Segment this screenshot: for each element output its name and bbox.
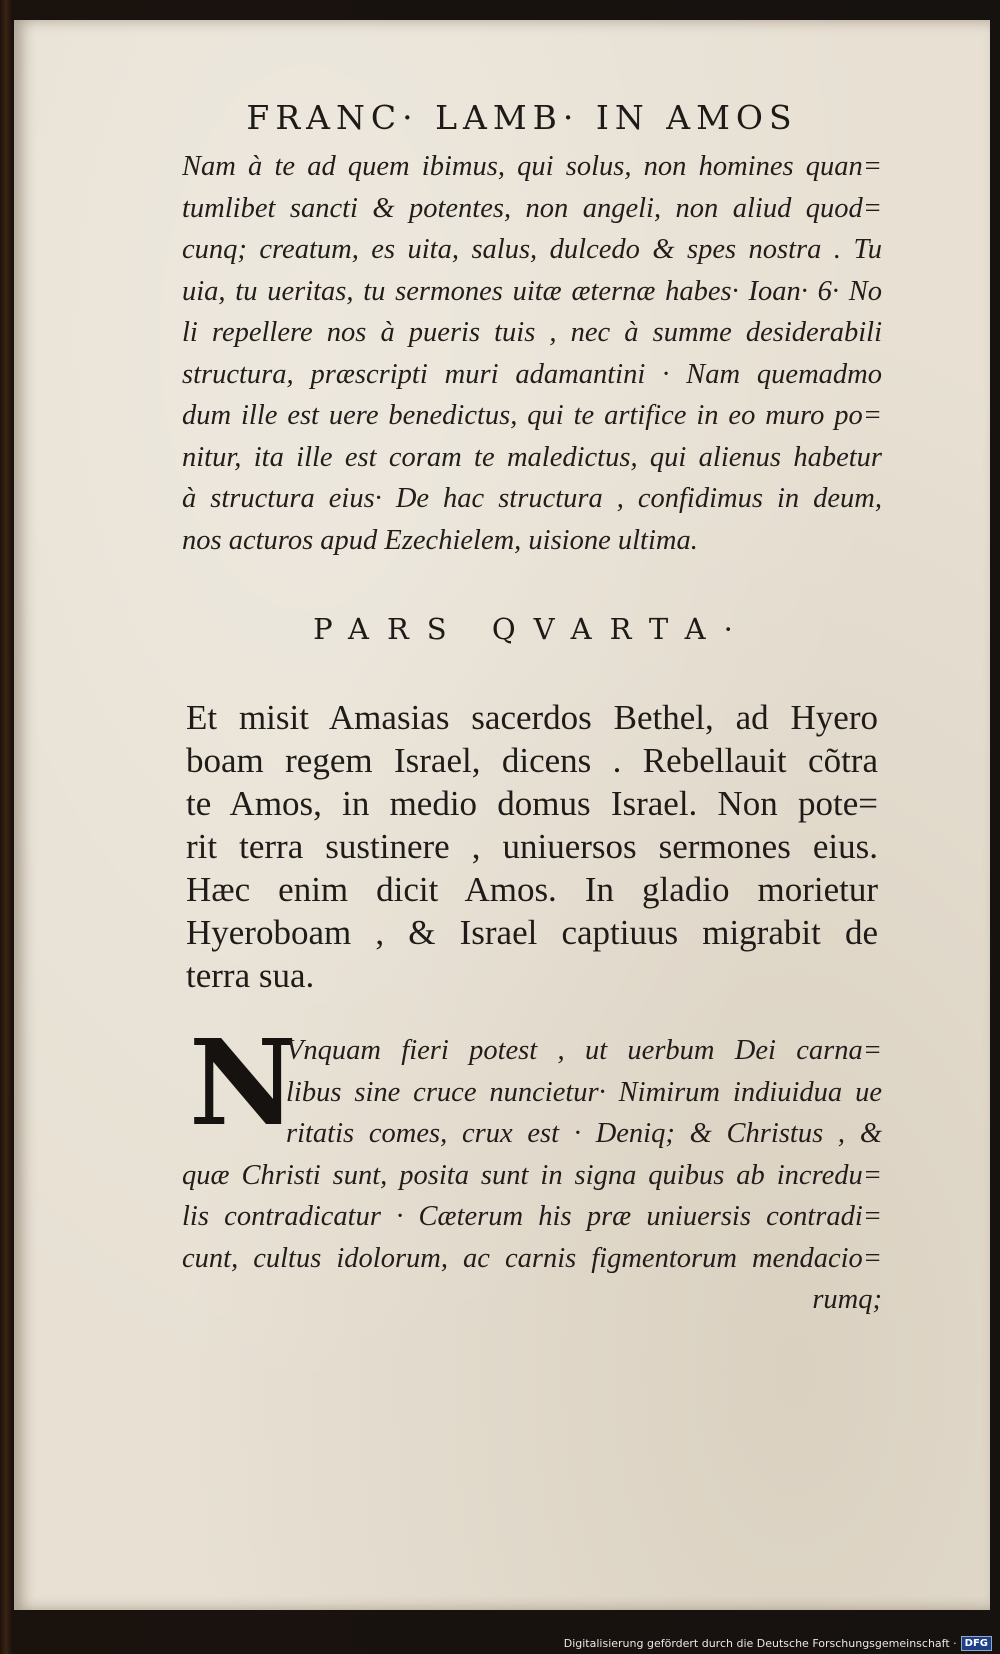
dfg-logo: DFG [961,1636,992,1651]
text-line: dum ille est uere benedictus, qui te artifice in eo muro po= [182,400,882,431]
text-line: uia, tu ueritas, tu sermones uitæ æternæ habes· Ioan· 6· No [182,275,882,307]
digitization-credit [564,1636,992,1651]
text-line: te Amos, in medio domus Israel. Non pote= [186,784,878,823]
text-line: Hyeroboam , & Israel captiuus migrabit de [186,913,878,952]
text-line: libus sine cruce nuncietur· Nimirum indiuidua ue [286,1076,882,1108]
text-line: nitur, ita ille est coram te maledictus, qui alienus habetur [182,441,882,473]
text-line: Et misit Amasias sacerdos Bethel, ad Hyero [186,698,878,737]
text-line: Vnquam fieri potest , ut uerbum Dei carna= [286,1035,882,1066]
running-head: FRANC· LAMB· IN AMOS [246,98,798,137]
paragraph-3 [182,1013,882,1321]
text-line: ritatis comes, crux est · Deniq; & Christus , & [286,1118,882,1149]
book-page [14,20,990,1610]
text-line: boam regem Israel, dicens . Rebellauit cõtra [186,741,878,780]
section-heading: PARS QVARTA· [313,612,751,646]
scripture-passage [186,696,878,997]
drop-cap-initial: N [189,1013,297,1152]
text-line: lis contradicatur · Cæterum his præ uniuersis contradi= [182,1201,882,1232]
credit-text: Digitalisierung gefördert durch die Deutsche Forschungsgemeinschaft · [563,1637,957,1650]
text-line: cunq; creatum, es uita, salus, dulcedo & spes nostra . Tu [182,234,882,265]
text-line: structura, præscripti muri adamantini · Nam quemadmo [182,358,882,390]
text-line: cunt, cultus idolorum, ac carnis figmentorum mendacio= [182,1242,882,1274]
text-line: terra sua. [186,956,315,995]
text-line: nos acturos apud Ezechielem, uisione ultima. [182,524,698,556]
text-line: Nam à te ad quem ibimus, qui solus, non homines quan= [182,151,882,182]
text-line: Hæc enim dicit Amos. In gladio morietur [186,870,878,909]
text-line: tumlibet sancti & potentes, non angeli, non aliud quod= [182,192,882,224]
text-line: rit terra sustinere , uniuersos sermones eius. [186,827,878,866]
catchword: rumq; [812,1284,882,1315]
text-line: quæ Christi sunt, posita sunt in signa quibus ab incredu= [182,1159,882,1191]
paragraph-1 [182,146,882,561]
text-line: à structura eius· De hac structura , confidimus in deum, [182,483,882,514]
text-line: li repellere nos à pueris tuis , nec à summe desiderabili [182,317,882,348]
